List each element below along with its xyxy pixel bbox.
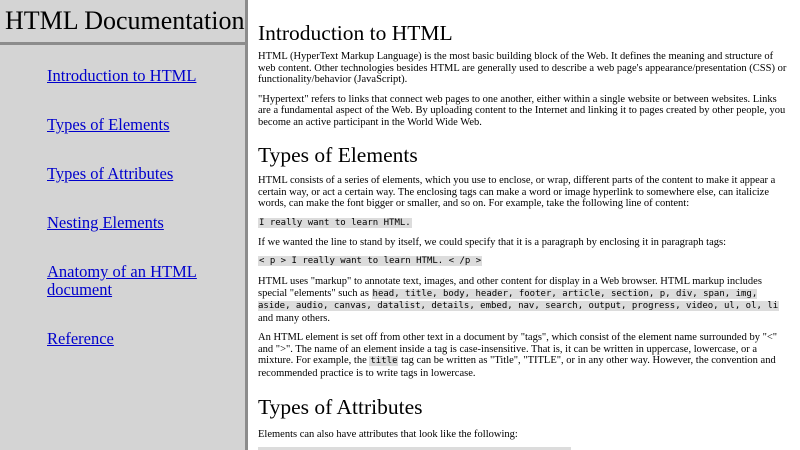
nav-link-anatomy[interactable]: Anatomy of an HTML document xyxy=(47,262,197,299)
navbar xyxy=(0,0,248,450)
nav-link-reference[interactable]: Reference xyxy=(47,329,114,348)
main-doc xyxy=(258,0,788,450)
nav-item xyxy=(47,165,225,183)
code-text: < p > I really want to learn HTML. < /p > xyxy=(259,256,482,266)
section-types-of-attributes xyxy=(258,395,788,441)
paragraph xyxy=(258,332,788,379)
text-run: tag can be written as "Title", "TITLE", or in any other way. However, the convention and recommended practice is to write tags in lowercase. xyxy=(258,355,776,379)
paragraph: Elements can also have attributes that look like the following: xyxy=(258,429,518,440)
code-example xyxy=(258,256,788,267)
nav-item xyxy=(47,116,225,134)
nav-item xyxy=(47,214,225,232)
code-example xyxy=(258,218,788,229)
nav-link-types-of-elements[interactable]: Types of Elements xyxy=(47,115,170,134)
nav-title: HTML Documentation xyxy=(0,0,245,45)
paragraph: If we wanted the line to stand by itself, we could specify that it is a paragraph by enclosing it in paragraph tags: xyxy=(258,236,726,248)
code-text: I really want to learn HTML. xyxy=(259,217,411,228)
section-heading: Types of Elements xyxy=(258,143,418,167)
nav-list xyxy=(0,67,245,348)
section-heading: Types of Attributes xyxy=(258,395,423,419)
section-introduction xyxy=(258,21,788,128)
inline-code: head, title, body, header, footer, article, section, p, div, span, img, aside, audio, canvas, datalist, details, embed, nav, search, output, progress, video, ul, ol, li xyxy=(258,288,779,311)
text-run: and many others. xyxy=(258,312,331,324)
section-heading: Introduction to HTML xyxy=(258,21,453,45)
nav-link-nesting-elements[interactable]: Nesting Elements xyxy=(47,213,164,232)
nav-link-introduction[interactable]: Introduction to HTML xyxy=(47,66,197,85)
inline-code: title xyxy=(370,356,398,366)
nav-item xyxy=(47,330,225,348)
section-types-of-elements xyxy=(258,143,788,379)
paragraph: HTML consists of a series of elements, which you use to enclose, or wrap, different parts of the content to make it appear a certain way, or act a certain way. The enclosing tags can make a word or image hyperlink to somewhere else, can italicize words, can make the font bigger or smaller, and so on. For example, take the following line of content: xyxy=(258,175,776,209)
nav-link-types-of-attributes[interactable]: Types of Attributes xyxy=(47,164,174,183)
nav-item xyxy=(47,263,225,299)
text-run: HTML uses "markup" to annotate text, images, and other content for display in a Web browser. HTML markup includes special "elements" such as xyxy=(258,276,762,299)
paragraph: "Hypertext" refers to links that connect web pages to one another, either within a single website or between websites. Links are a fundamental aspect of the Web. By uploading content to the Internet and linking it to pages created by other people, you become an active participant in the World Wide Web. xyxy=(258,93,786,128)
paragraph xyxy=(258,276,788,324)
paragraph: HTML (HyperText Markup Language) is the most basic building block of the Web. It defines the meaning and structure of web content. Other technologies besides HTML are generally used to describe a web page's appearance/presentation (CSS) or functionality/behavior (JavaScript). xyxy=(258,51,787,85)
nav-item xyxy=(47,67,225,85)
text-run: An HTML element is set off from other text in a document by "tags", which consist of the element name surrounded by "<" and ">". The name of an element inside a tag is case-insensitive. That is, it can be written in uppercase, lowercase, or a mixture. For example, the xyxy=(258,332,778,366)
